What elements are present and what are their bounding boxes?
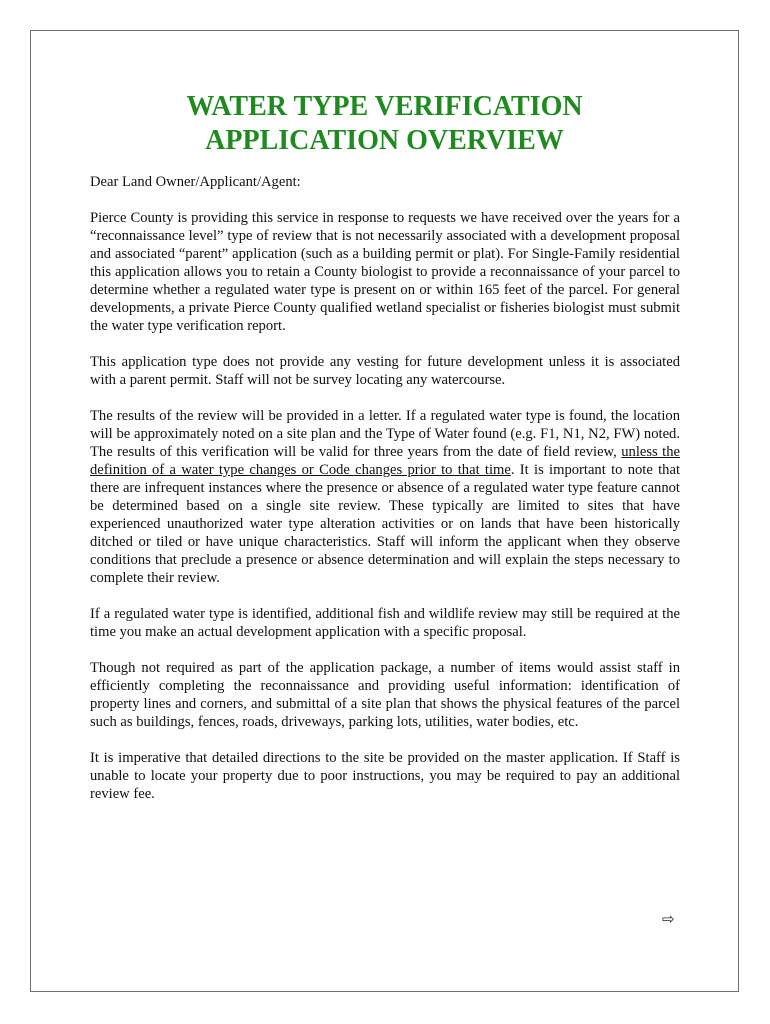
salutation: Dear Land Owner/Applicant/Agent: bbox=[90, 174, 301, 190]
paragraph-directions: It is imperative that detailed directions to the site be provided on the master application. If Staff is unable to locate your property due to poor instructions, you may be required to pay an additional review fee. bbox=[90, 750, 680, 802]
paragraph-helpful-items: Though not required as part of the application package, a number of items would assist staff in efficiently completing the reconnaissance and providing useful information: identification of property lines and corners, and submittal of a site plan that shows the physical features of the parcel such as buildings, fences, roads, driveways, parking lots, utilities, water bodies, etc. bbox=[90, 660, 680, 730]
paragraph-results bbox=[90, 407, 680, 587]
paragraph-additional-review: If a regulated water type is identified, additional fish and wildlife review may still be required at the time you make an actual development application with a specific proposal. bbox=[90, 606, 680, 640]
results-text-end: . It is important to note that there are infrequent instances where the presence or absence of a regulated water type feature cannot be determined based on a single site review. These typically are limited to sites that have experienced unauthorized water type alteration activities or on lands that have been historically ditched or tiled or have unique characteristics. Staff will inform the applicant when they observe conditions that preclude a presence or absence determination and will explain the steps necessary to complete their review. bbox=[90, 462, 680, 586]
next-page-arrow-icon: ⇨ bbox=[662, 910, 675, 928]
page-title bbox=[32, 90, 737, 158]
paragraph-service-overview: Pierce County is providing this service in response to requests we have received over the years for a “reconnaissance level” type of review that is not necessarily associated with a development proposal and associated “parent” application (such as a building permit or plat). For Single-Family residential this application allows you to retain a County biologist to provide a reconnaissance of your parcel to determine whether a regulated water type is present on or within 165 feet of the parcel. For general developments, a private Pierce County qualified wetland specialist or fisheries biologist must submit the water type verification report. bbox=[90, 210, 680, 334]
title-line-2: APPLICATION OVERVIEW bbox=[205, 125, 564, 156]
document-body bbox=[90, 173, 680, 821]
results-text-start: The results of the review will be provided in a letter. If a regulated water type is found, the location will be approximately noted on a site plan and the Type of Water found (e.g. F1, N1, N2, FW) noted. The results of this verification will be valid for three years from the date of field review, bbox=[90, 408, 680, 460]
results-underlined-condition: unless the definition of a water type changes or Code changes prior to that time bbox=[90, 444, 680, 478]
paragraph-vesting: This application type does not provide any vesting for future development unless it is associated with a parent permit. Staff will not be survey locating any watercourse. bbox=[90, 354, 680, 388]
title-line-1: WATER TYPE VERIFICATION bbox=[186, 91, 583, 122]
